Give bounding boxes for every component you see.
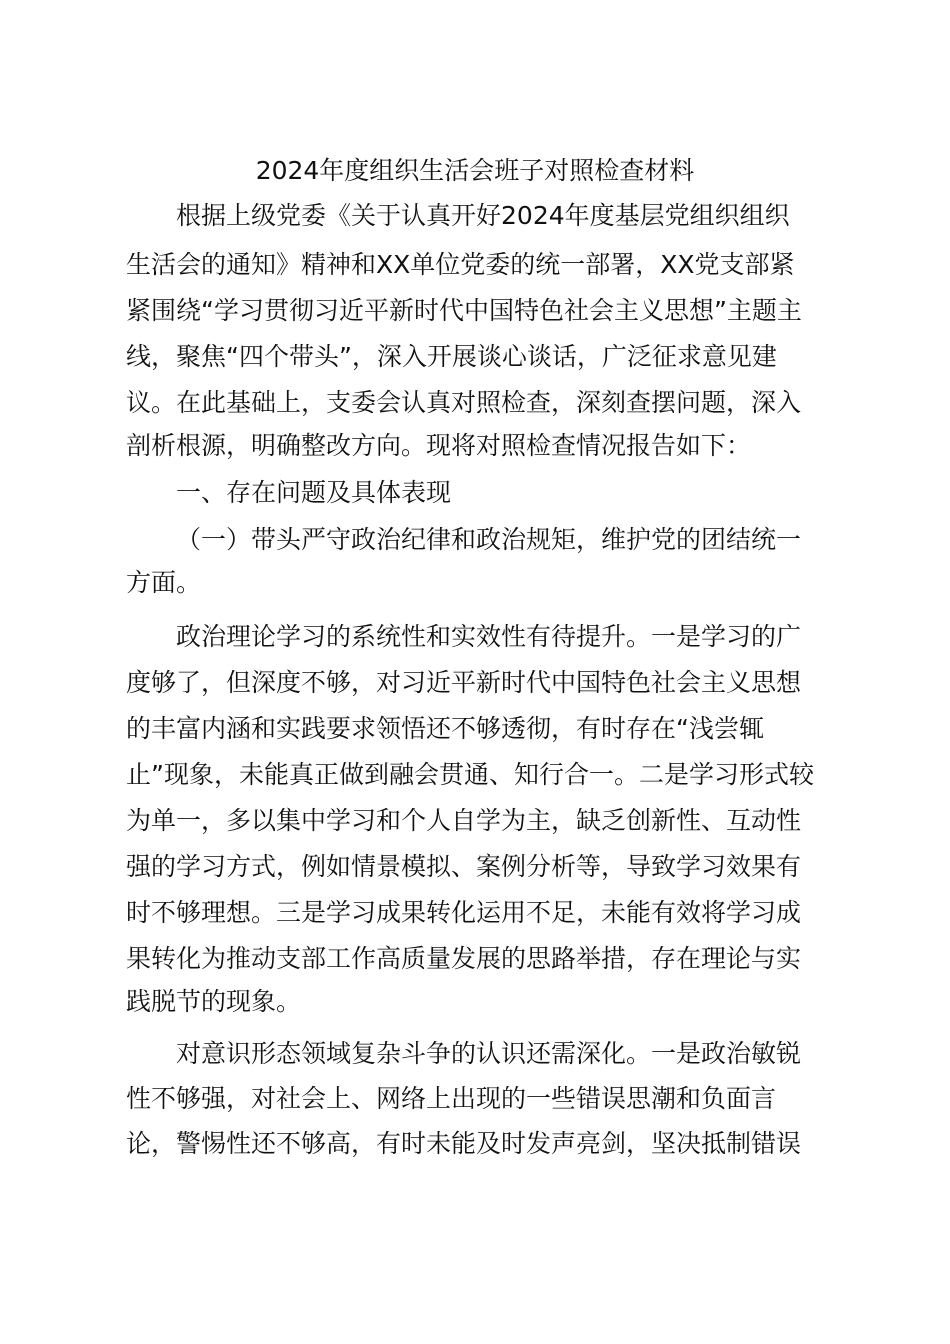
text-line: 止”现象，未能真正做到融会贯通、知行合一。二是学习形式较 (126, 760, 814, 789)
text-line: 政治理论学习的系统性和实效性有待提升。一是学习的广 (176, 622, 802, 651)
text-line: 论，警惕性还不够高，有时未能及时发声亮剑，坚决抵制错误 (126, 1129, 802, 1158)
text-line: 为单一，多以集中学习和个人自学为主，缺乏创新性、互动性 (126, 806, 802, 835)
text-line: 强的学习方式，例如情景模拟、案例分析等，导致学习效果有 (126, 852, 802, 881)
text-line: 议。在此基础上，支委会认真对照检查，深刻查摆问题，深入 (126, 388, 802, 417)
text-line: 剖析根源，明确整改方向。现将对照检查情况报告如下： (126, 431, 752, 460)
text-line: 紧围绕“学习贯彻习近平新时代中国特色社会主义思想”主题主 (126, 296, 802, 325)
text-line: 度够了，但深度不够，对习近平新时代中国特色社会主义思想 (126, 668, 802, 697)
text-line: 生活会的通知》精神和XX单位党委的统一部署，XX党支部紧 (126, 250, 795, 279)
text-line: 根据上级党委《关于认真开好2024年度基层党组织组织 (176, 201, 790, 230)
text-line: 性不够强，对社会上、网络上出现的一些错误思潮和负面言 (126, 1084, 777, 1113)
document-title: 2024年度组织生活会班子对照检查材料 (255, 156, 695, 185)
text-line: 对意识形态领域复杂斗争的认识还需深化。一是政治敏锐 (176, 1039, 802, 1068)
text-line: 的丰富内涵和实践要求领悟还不够透彻，有时存在“浅尝辄 (126, 714, 764, 743)
section-heading: 一、存在问题及具体表现 (176, 478, 452, 507)
text-line: 线，聚焦“四个带头”，深入开展谈心谈话，广泛征求意见建 (126, 342, 777, 371)
subsection-heading: （一）带头严守政治纪律和政治规矩，维护党的团结统一 (176, 525, 802, 554)
text-line: 果转化为推动支部工作高质量发展的思路举措，存在理论与实 (126, 944, 802, 973)
subsection-heading-cont: 方面。 (126, 568, 202, 597)
text-line: 时不够理想。三是学习成果转化运用不足，未能有效将学习成 (126, 898, 802, 927)
text-line: 践脱节的现象。 (126, 987, 302, 1016)
